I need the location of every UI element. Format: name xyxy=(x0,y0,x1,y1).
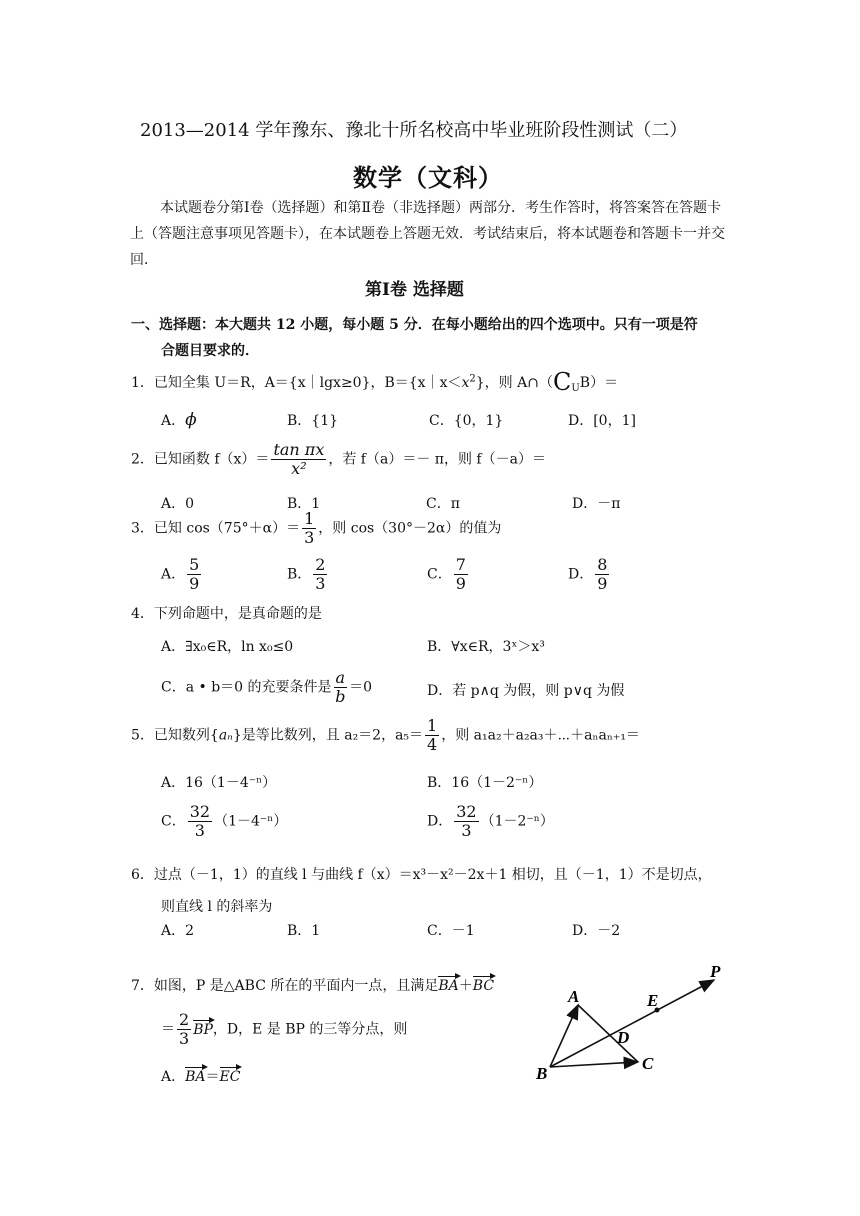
q7-line2-tail: ，D，E 是 BP 的三等分点，则 xyxy=(212,1021,408,1038)
q1-option-a-label: A． xyxy=(161,413,186,429)
q7-option-a-eq: ＝ xyxy=(205,1069,220,1085)
q3-option-c xyxy=(427,557,470,592)
q2-stem-a: 2．已知函数 f（x）＝ xyxy=(131,451,270,468)
q5-option-c-num: 32 xyxy=(189,802,211,821)
question-7-line2 xyxy=(161,1012,407,1047)
question-6-stem-line1: 6．过点（－1，1）的直线 l 与曲线 f（x）＝x³－x²－2x＋1 相切，且（－1，1）不是切点， xyxy=(131,867,712,883)
q5-option-c-fraction xyxy=(188,804,212,839)
label-p: P xyxy=(710,962,721,981)
label-e: E xyxy=(647,991,659,1010)
empty-set-symbol: ϕ xyxy=(185,410,197,430)
q3-option-c-num: 7 xyxy=(455,555,466,574)
q4-option-a: A．∃x₀∈R，ln x₀≤0 xyxy=(161,639,294,655)
q1-stem-c: 2 xyxy=(469,373,476,385)
q1-stem-g: B）＝ xyxy=(579,375,619,391)
q5-option-d-den: 3 xyxy=(461,821,472,840)
vector-bc: BC xyxy=(472,978,495,994)
q5-option-c-den: 3 xyxy=(194,821,205,840)
vector-ba-option: BA xyxy=(185,1069,206,1085)
q7-frac-den: 3 xyxy=(179,1029,190,1048)
q3-option-b-den: 3 xyxy=(315,574,326,593)
q5-option-c-tail: （1－4⁻ⁿ） xyxy=(214,813,288,830)
segment-bc xyxy=(550,1062,638,1067)
question-2-stem xyxy=(131,442,546,477)
label-b: B xyxy=(536,1064,548,1083)
q4-option-b: B．∀x∈R，3ˣ＞x³ xyxy=(427,639,545,655)
q3-option-d-fraction xyxy=(595,557,609,592)
q2-option-d: D．－π xyxy=(572,496,621,512)
q3-option-d-label: D． xyxy=(568,566,594,583)
label-d: D xyxy=(617,1028,630,1047)
question-4-stem: 4．下列命题中，是真命题的是 xyxy=(131,606,322,622)
section-instructions-line1: 一、选择题：本大题共 12 小题，每小题 5 分．在每小题给出的四个选项中。只有一项是符 xyxy=(131,317,698,333)
q5-stem-b: aₙ xyxy=(218,727,233,744)
q5-option-d xyxy=(427,804,554,839)
q5-stem-d: ，则 a₁a₂＋a₂a₃＋⋯＋aₙaₙ₊₁＝ xyxy=(441,727,640,744)
segment-ba xyxy=(550,1005,578,1067)
section-title: 第Ⅰ卷 选择题 xyxy=(365,280,464,300)
q5-option-d-tail: （1－2⁻ⁿ） xyxy=(480,813,554,830)
q4-option-c xyxy=(161,670,372,705)
q3-stem-b: ，则 cos（30°－2α）的值为 xyxy=(318,520,502,537)
q4-option-d: D．若 p∧q 为假，则 p∨q 为假 xyxy=(427,683,625,699)
exam-intro: 本试题卷分第Ⅰ卷（选择题）和第Ⅱ卷（非选择题）两部分．考生作答时，将答案答在答题卡上（答题注意事项见答题卡），在本试题卷上答题无效．考试结束后，将本试题卷和答题卡一并交回． xyxy=(130,200,725,268)
q1-stem-a: 1．已知全集 U＝R，A＝{x｜lgx≥0}，B＝{x｜x＜ xyxy=(131,375,462,391)
q5-option-a: A．16（1－4⁻ⁿ） xyxy=(161,775,277,791)
q7-fraction xyxy=(177,1012,191,1047)
q5-option-d-num: 32 xyxy=(456,802,477,821)
q2-frac-den: x² xyxy=(291,459,307,478)
q6-option-a: A．2 xyxy=(161,923,195,939)
q2-option-a: A．0 xyxy=(161,496,195,512)
q3-fraction xyxy=(302,511,316,546)
q1-option-c: C．{0，1} xyxy=(429,413,504,429)
q5-option-c xyxy=(161,804,287,839)
q3-option-a-label: A． xyxy=(161,566,186,583)
q6-option-d: D．－2 xyxy=(572,923,621,939)
exam-title: 2013—2014 学年豫东、豫北十所名校高中毕业班阶段性测试（二） xyxy=(140,120,688,141)
q3-option-a-num: 5 xyxy=(189,555,200,574)
q5-frac-num: 1 xyxy=(427,716,438,735)
q2-option-c: C．π xyxy=(426,496,460,512)
q3-frac-den: 3 xyxy=(304,528,315,547)
vector-bp: BP xyxy=(193,1021,213,1038)
q7-option-a-label: A． xyxy=(161,1069,186,1085)
q7-option-a xyxy=(161,1066,240,1086)
q3-option-d-den: 9 xyxy=(597,574,608,593)
exam-subtitle: 数学（文科） xyxy=(353,163,503,192)
q3-frac-num: 1 xyxy=(304,509,315,528)
vector-ba: BA xyxy=(438,978,459,994)
question-5-stem xyxy=(131,718,640,753)
q3-option-b-fraction xyxy=(313,557,327,592)
q2-frac-num: tan πx xyxy=(273,440,325,459)
q2-option-b: B．1 xyxy=(287,496,321,512)
q1-option-a xyxy=(161,410,197,430)
q3-option-c-fraction xyxy=(454,557,468,592)
q3-option-d-num: 8 xyxy=(597,555,608,574)
q7-stem-a: 7．如图，P 是△ABC 所在的平面内一点，且满足 xyxy=(131,978,439,994)
q5-option-b: B．16（1－2⁻ⁿ） xyxy=(427,775,543,791)
q5-frac-den: 4 xyxy=(427,735,438,754)
q7-line2-eq: ＝ xyxy=(161,1021,175,1038)
q2-fraction xyxy=(271,442,326,477)
question-1-stem xyxy=(131,368,618,396)
q5-option-c-label: C． xyxy=(161,813,186,830)
q1-stem-d: }，则 A∩（ xyxy=(475,375,553,391)
q1-stem-b: x xyxy=(461,375,470,391)
q3-option-b xyxy=(287,557,329,592)
question-7-stem xyxy=(131,975,494,995)
q3-option-a-den: 9 xyxy=(189,574,200,593)
label-c: C xyxy=(642,1054,654,1073)
q3-option-d xyxy=(568,557,611,592)
complement-symbol: C xyxy=(552,368,572,396)
q3-stem-a: 3．已知 cos（75°＋α）＝ xyxy=(131,520,301,537)
q3-option-b-label: B． xyxy=(287,566,312,583)
section-instructions-line2: 合题目要求的． xyxy=(161,343,259,359)
q6-option-c: C．－1 xyxy=(427,923,475,939)
label-a: A xyxy=(568,987,580,1006)
question-6-stem-line2: 则直线 l 的斜率为 xyxy=(161,899,273,915)
q5-option-d-label: D． xyxy=(427,813,453,830)
q5-option-d-fraction xyxy=(454,804,478,839)
q7-frac-num: 2 xyxy=(179,1010,190,1029)
q2-stem-b: ，若 f（a）＝－ π，则 f（－a）＝ xyxy=(328,451,546,468)
q3-option-c-den: 9 xyxy=(455,574,466,593)
q5-fraction xyxy=(425,718,439,753)
question-3-stem xyxy=(131,511,501,546)
vector-ec-option: EC xyxy=(219,1069,241,1085)
q5-stem-a: 5．已知数列{ xyxy=(131,727,219,744)
q1-option-b: B．{1} xyxy=(287,413,339,429)
triangle-vector-figure xyxy=(520,955,740,1085)
q7-plus: ＋ xyxy=(458,978,473,994)
q4-option-c-text: C．a • b＝0 的充要条件是 xyxy=(161,679,332,696)
q6-option-b: B．1 xyxy=(287,923,321,939)
q3-option-a-fraction xyxy=(187,557,201,592)
q3-option-b-num: 2 xyxy=(315,555,326,574)
q1-option-d: D．[0，1] xyxy=(568,413,636,429)
q4-option-c-fraction xyxy=(334,670,348,705)
q3-option-a xyxy=(161,557,203,592)
q4-option-c-num: a xyxy=(335,668,346,687)
q4-option-c-den: b xyxy=(335,687,346,706)
q3-option-c-label: C． xyxy=(427,566,452,583)
q5-stem-c: }是等比数列，且 a₂＝2，a₅＝ xyxy=(232,727,424,744)
q4-option-c-tail: ＝0 xyxy=(349,679,373,696)
q1-stem-f: U xyxy=(571,382,580,394)
